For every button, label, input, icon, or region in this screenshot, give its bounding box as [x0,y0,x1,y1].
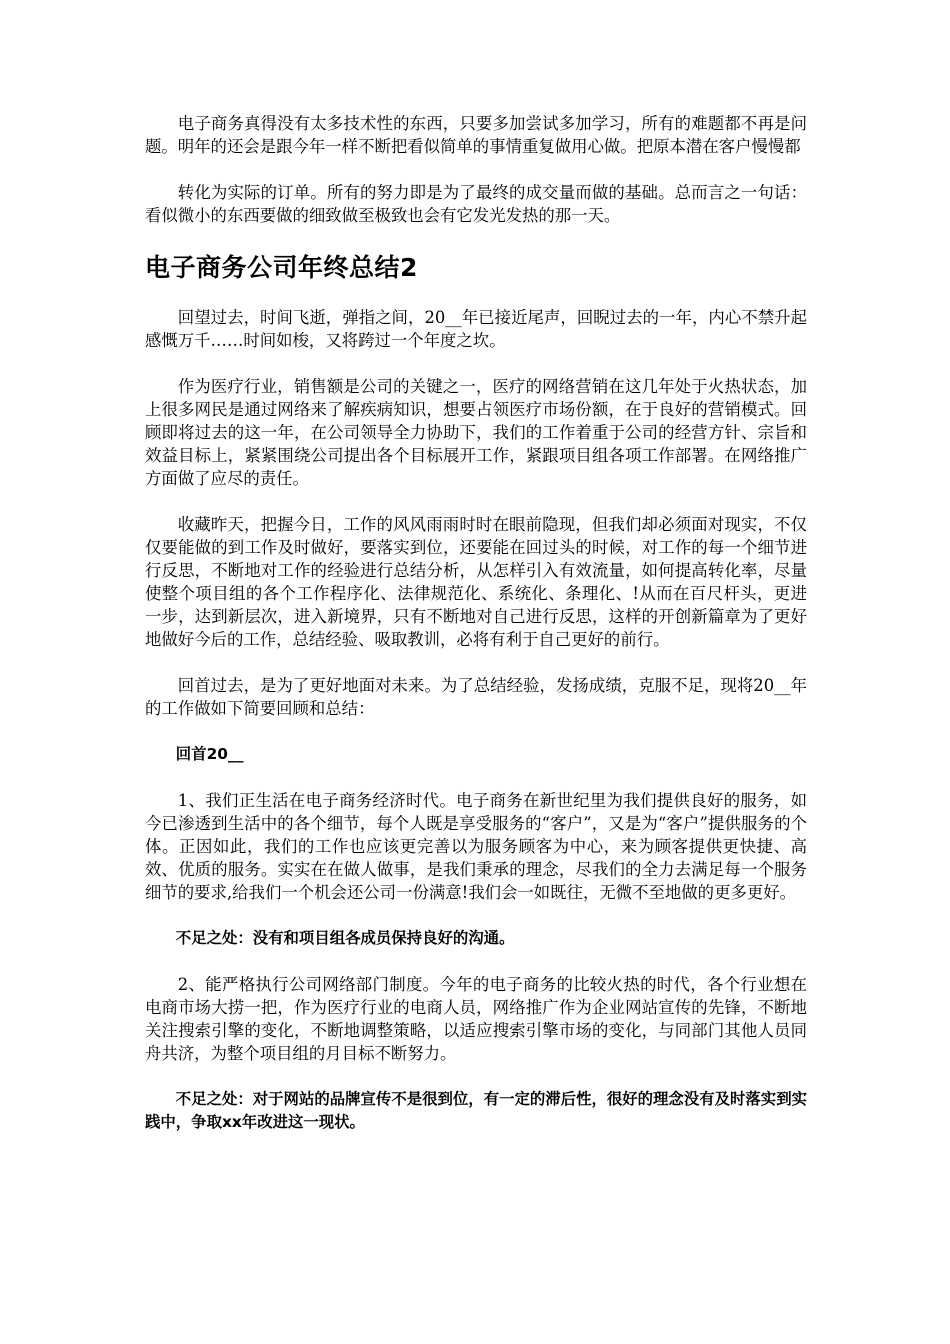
document-page [145,112,807,1157]
shortfall-2: 不足之处：对于网站的品牌宣传不是很到位，有一定的滞后性，很好的理念没有及时落实到实践中，争取xx年改进这一现状。 [145,1090,807,1131]
section-heading: 电子商务公司年终总结2 [145,253,418,282]
intro-paragraph-2: 转化为实际的订单。所有的努力即是为了最终的成交量而做的基础。总而言之一句话：看似微小的东西要做的细致做至极致也会有它发光发热的那一天。 [145,183,807,225]
item-1-paragraph: 1、我们正生活在电子商务经济时代。电子商务在新世纪里为我们提供良好的服务，如今已渗透到生活中的各个细节，每个人既是享受服务的“客户”，又是为“客户”提供服务的个体。正因如此，我们的工作也应该更完善以为服务顾客为中心，来为顾客提供更快捷、高效、优质的服务。实实在在做人做事，是我们秉承的理念，尽我们的全力去满足每一个服务细节的要求,给我们一个机会还公司一份满意!我们会一如既往，无微不至地做的更多更好。 [145,791,807,902]
body-paragraph-3: 收藏昨天，把握今日，工作的风风雨雨时时在眼前隐现，但我们却必须面对现实，不仅仅要能做的到工作及时做好，要落实到位，还要能在回过头的时候，对工作的每一个细节进行反思，不断地对工作的经验进行总结分析，从怎样引入有效流量，如何提高转化率，尽量使整个项目组的各个工作程序化、法律规范化、系统化、条理化、!从而在百尺杆头，更进一步，达到新层次，进入新境界，只有不断地对自己进行反思，这样的开创新篇章为了更好地做好今后的工作，总结经验、吸取教训，必将有利于自己更好的前行。 [145,515,807,649]
body-paragraph-4: 回首过去，是为了更好地面对未来。为了总结经验，发扬成绩，克服不足，现将20__年的工作做如下简要回顾和总结： [145,676,807,718]
body-paragraph-1: 回望过去，时间飞逝，弹指之间，20__年已接近尾声，回睨过去的一年，内心不禁升起感慨万千……时间如梭，又将跨过一个年度之坎。 [145,308,807,350]
shortfall-1: 不足之处：没有和项目组各成员保持良好的沟通。 [175,929,515,947]
review-subheading: 回首20__ [175,745,244,763]
item-2-paragraph: 2、能严格执行公司网络部门制度。今年的电子商务的比较火热的时代，各个行业想在电商市场大捞一把，作为医疗行业的电商人员，网络推广作为企业网站宣传的先锋，不断地关注搜索引擎的变化，不断地调整策略，以适应搜索引擎市场的变化，与同部门其他人员同舟共济，为整个项目组的月目标不断努力。 [145,975,807,1063]
intro-paragraph-1: 电子商务真得没有太多技术性的东西，只要多加尝试多加学习，所有的难题都不再是问题。明年的还会是跟今年一样不断把看似简单的事情重复做用心做。把原本潜在客户慢慢都 [145,114,807,156]
body-paragraph-2: 作为医疗行业，销售额是公司的关键之一，医疗的网络营销在这几年处于火热状态，加上很多网民是通过网络来了解疾病知识，想要占领医疗市场份额，在于良好的营销模式。回顾即将过去的这一年，在公司领导全力协助下，我们的工作着重于公司的经营方针、宗旨和效益目标上，紧紧围绕公司提出各个目标展开工作，紧跟项目组各项工作部署。在网络推广方面做了应尽的责任。 [145,377,807,488]
